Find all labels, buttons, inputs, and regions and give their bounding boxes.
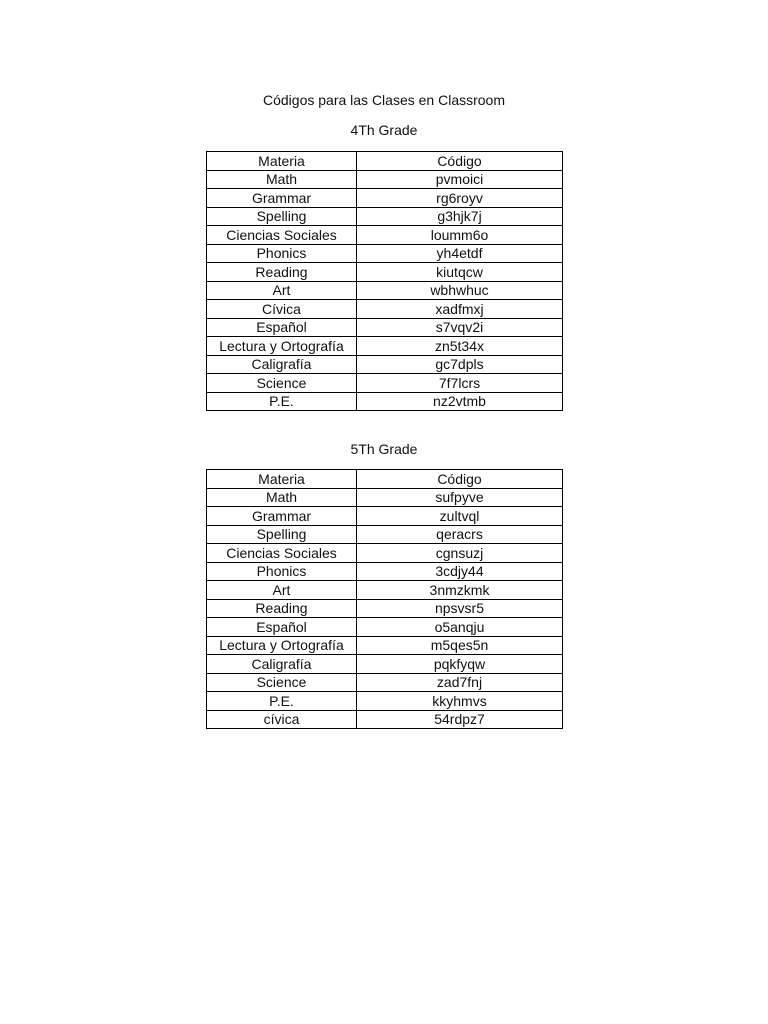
codigo-cell: 54rdpz7 [357,710,563,729]
materia-cell: Phonics [207,562,357,581]
table-row [207,618,563,637]
materia-cell: Caligrafía [207,655,357,674]
codigo-cell: kiutqcw [357,263,563,282]
codigo-cell: pvmoici [357,170,563,189]
codigo-cell: 3cdjy44 [357,562,563,581]
materia-cell: cívica [207,710,357,729]
materia-cell: Math [207,170,357,189]
codigo-cell: s7vqv2i [357,318,563,337]
codigo-cell: qeracrs [357,525,563,544]
table-row [207,562,563,581]
codigo-cell: pqkfyqw [357,655,563,674]
codigo-cell: yh4etdf [357,244,563,263]
table-row [207,244,563,263]
table-row [207,544,563,563]
table-row [207,673,563,692]
materia-cell: Science [207,374,357,393]
materia-cell: Grammar [207,189,357,208]
document-title: Códigos para las Clases en Classroom [263,92,505,108]
grade-5-title: 5Th Grade [350,441,418,457]
header-materia: Materia [207,470,357,489]
table-row [207,374,563,393]
codigo-cell: nz2vtmb [357,392,563,411]
table-row [207,636,563,655]
table-header-row [207,152,563,171]
materia-cell: Ciencias Sociales [207,544,357,563]
materia-cell: Lectura y Ortografía [207,636,357,655]
materia-cell: Math [207,488,357,507]
table-row [207,692,563,711]
table-row [207,392,563,411]
codigo-cell: zn5t34x [357,337,563,356]
table-row [207,488,563,507]
materia-cell: Español [207,618,357,637]
table-row [207,710,563,729]
table-row [207,281,563,300]
table-row [207,525,563,544]
codigo-cell: gc7dpls [357,355,563,374]
materia-cell: Lectura y Ortografía [207,337,357,356]
table-row [207,599,563,618]
materia-cell: Reading [207,263,357,282]
grade-5-codes-table [206,469,563,729]
table-row [207,263,563,282]
codigo-cell: kkyhmvs [357,692,563,711]
materia-cell: Art [207,281,357,300]
table-row [207,581,563,600]
materia-cell: Spelling [207,525,357,544]
materia-cell: Phonics [207,244,357,263]
codigo-cell: sufpyve [357,488,563,507]
table-row [207,655,563,674]
grade-4-title: 4Th Grade [350,122,418,138]
grade-4-codes-table [206,151,563,411]
codigo-cell: xadfmxj [357,300,563,319]
materia-cell: Spelling [207,207,357,226]
materia-cell: Caligrafía [207,355,357,374]
table-row [207,300,563,319]
table-header-row [207,470,563,489]
materia-cell: Science [207,673,357,692]
codigo-cell: zad7fnj [357,673,563,692]
table-row [207,226,563,245]
table-row [207,355,563,374]
header-materia: Materia [207,152,357,171]
materia-cell: Grammar [207,507,357,526]
materia-cell: Español [207,318,357,337]
codigo-cell: cgnsuzj [357,544,563,563]
table-row [207,337,563,356]
materia-cell: Reading [207,599,357,618]
codigo-cell: rg6royv [357,189,563,208]
codigo-cell: g3hjk7j [357,207,563,226]
header-codigo: Código [357,470,563,489]
codigo-cell: wbhwhuc [357,281,563,300]
materia-cell: P.E. [207,692,357,711]
table-row [207,207,563,226]
table-row [207,189,563,208]
codigo-cell: zultvql [357,507,563,526]
codigo-cell: npsvsr5 [357,599,563,618]
table-row [207,318,563,337]
materia-cell: P.E. [207,392,357,411]
materia-cell: Ciencias Sociales [207,226,357,245]
table-row [207,170,563,189]
materia-cell: Art [207,581,357,600]
header-codigo: Código [357,152,563,171]
codigo-cell: loumm6o [357,226,563,245]
table-row [207,507,563,526]
codigo-cell: m5qes5n [357,636,563,655]
codigo-cell: o5anqju [357,618,563,637]
codigo-cell: 3nmzkmk [357,581,563,600]
materia-cell: Cívica [207,300,357,319]
codigo-cell: 7f7lcrs [357,374,563,393]
